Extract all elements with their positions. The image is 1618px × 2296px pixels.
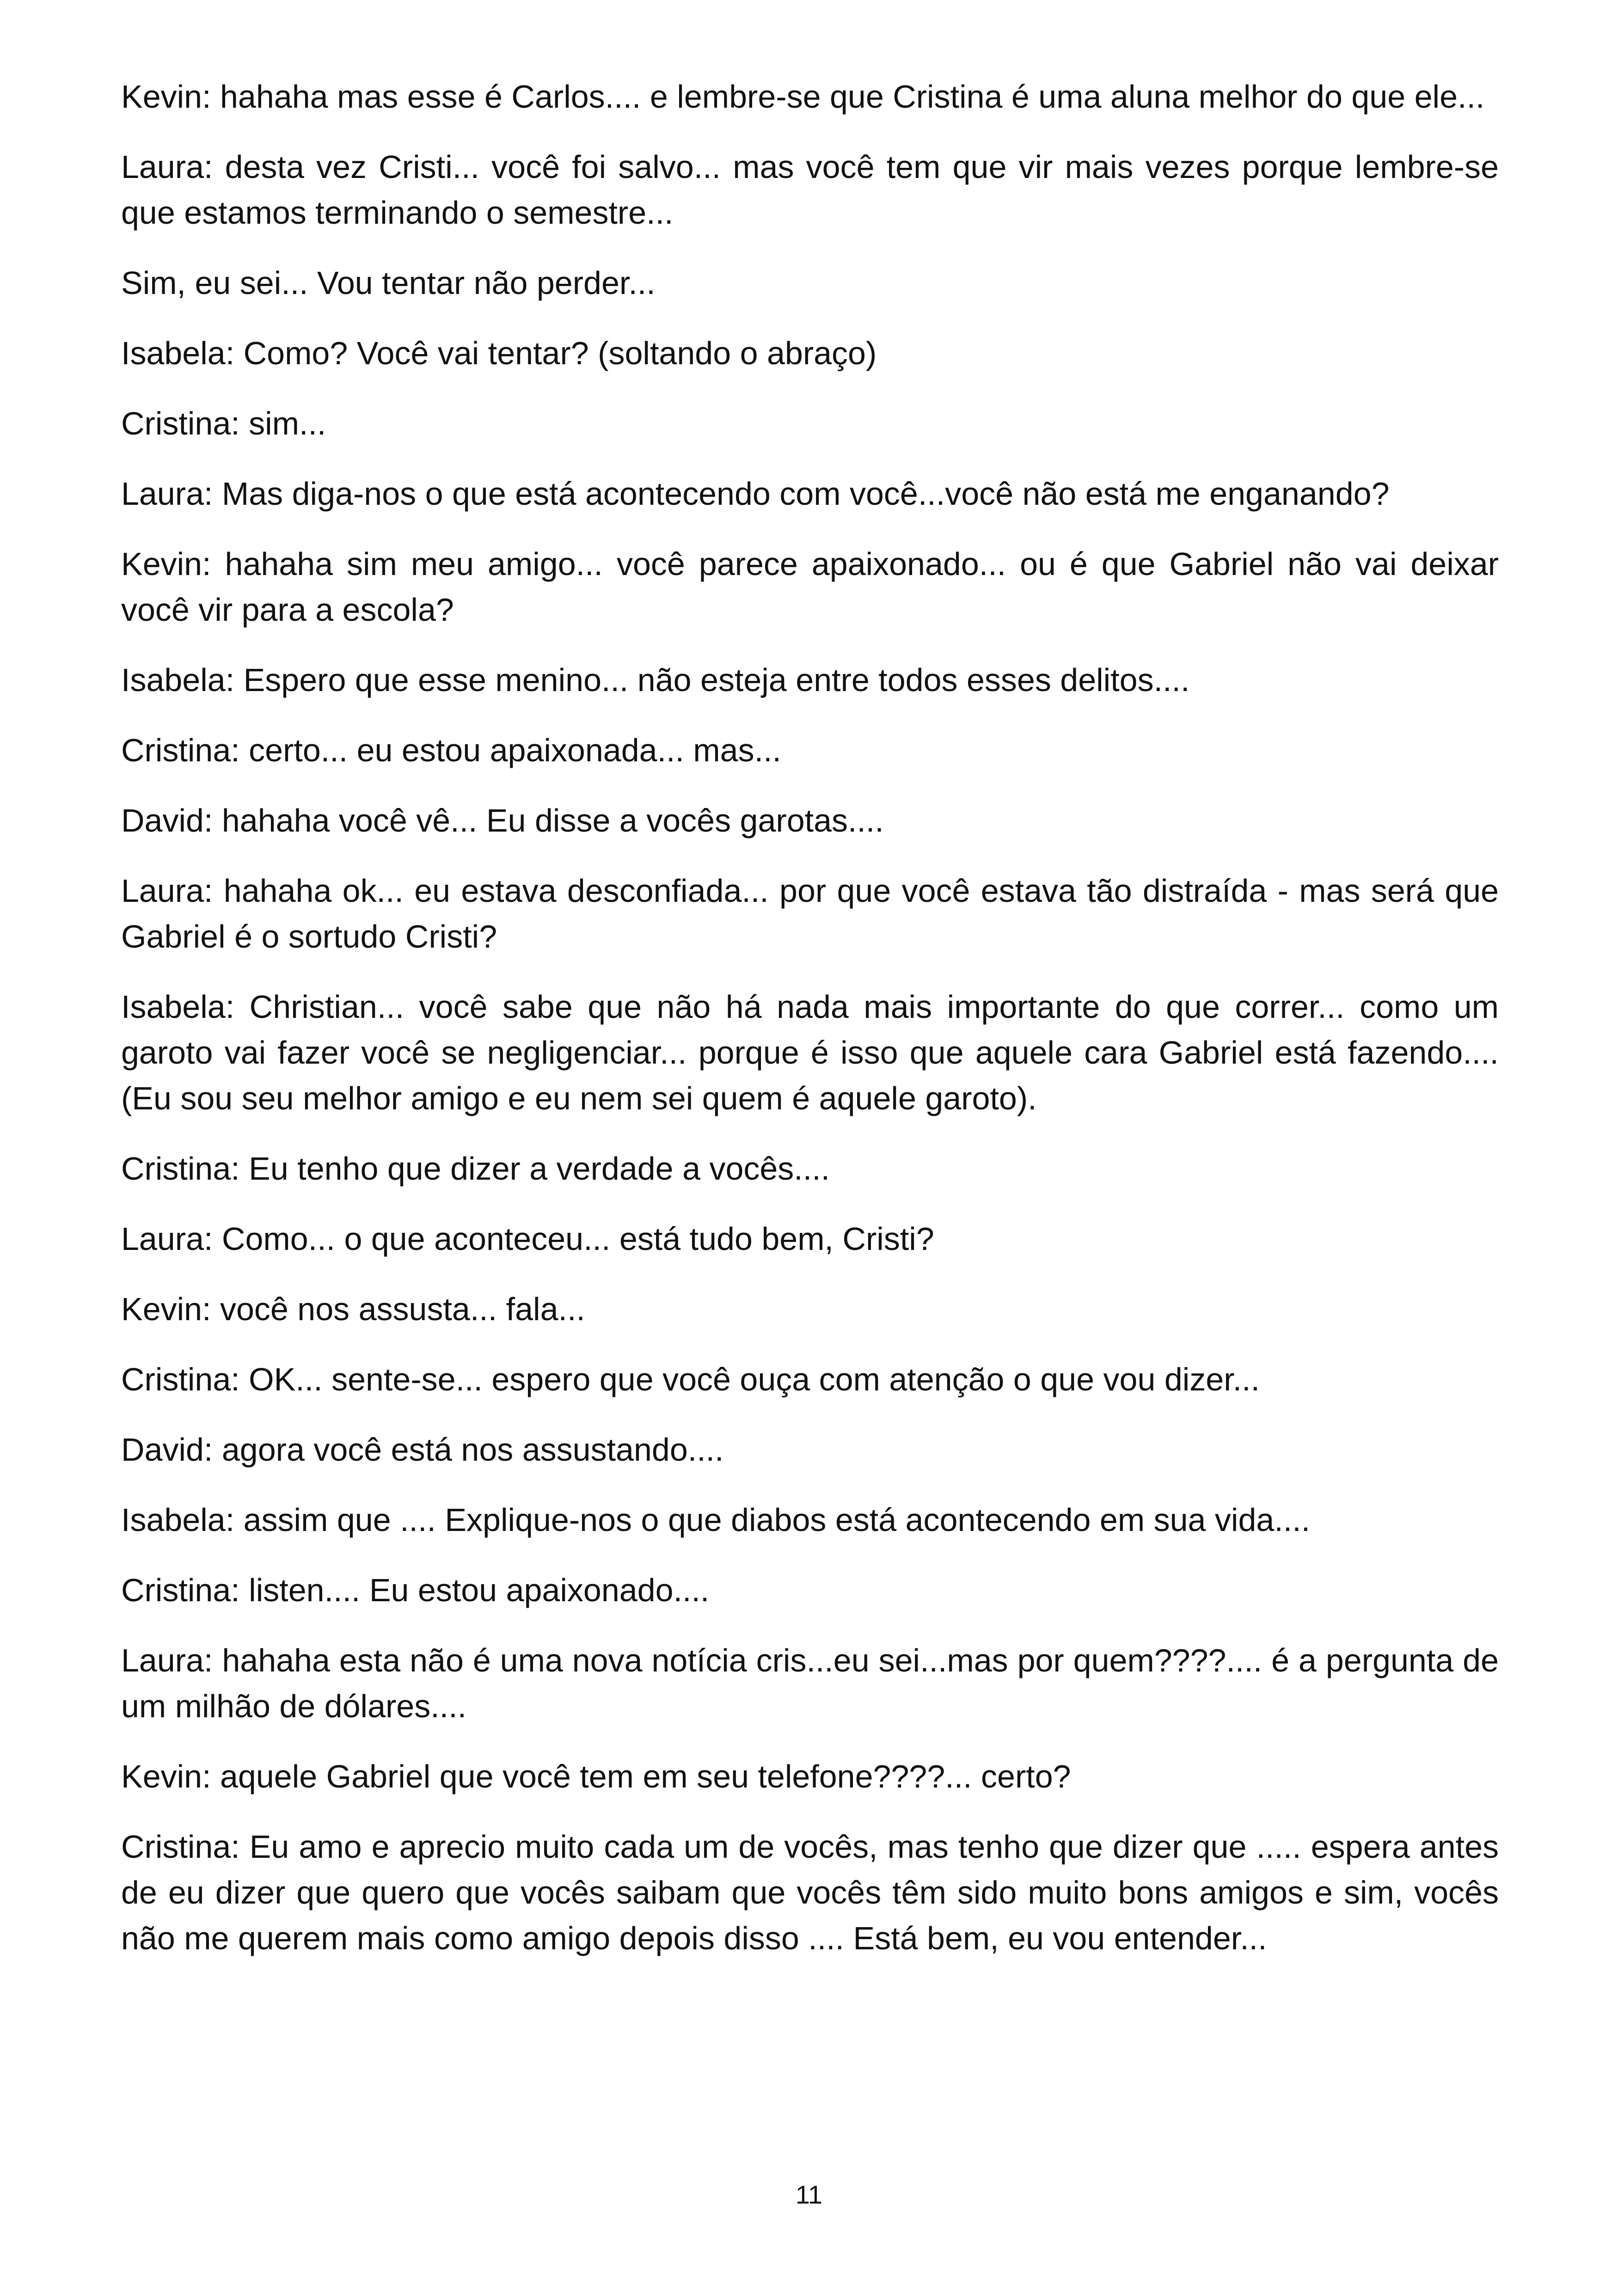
paragraph: Isabela: Christian... você sabe que não há nada mais importante do que correr... como um garoto vai fazer você se negligenciar... porque é isso que aquele cara Gabriel está fazendo.... (Eu sou seu melhor amigo e eu nem sei quem é aquele garoto). xyxy=(121,989,1499,1116)
paragraph: Kevin: hahaha sim meu amigo... você parece apaixonado... ou é que Gabriel não vai deixar você vir para a escola? xyxy=(121,546,1499,628)
paragraph: Laura: hahaha ok... eu estava desconfiada... por que você estava tão distraída - mas será que Gabriel é o sortudo Cristi? xyxy=(121,873,1499,955)
paragraph: Isabela: assim que .... Explique-nos o que diabos está acontecendo em sua vida.... xyxy=(121,1502,1311,1538)
paragraph: David: hahaha você vê... Eu disse a vocês garotas.... xyxy=(121,802,884,839)
paragraph: Cristina: sim... xyxy=(121,405,326,441)
page-number: 11 xyxy=(795,2180,823,2209)
paragraph: Cristina: Eu amo e aprecio muito cada um de vocês, mas tenho que dizer que ..... espera antes de eu dizer que quero que vocês saibam que vocês têm sido muito bons amigos e sim, vocês não me querem mais como amigo depois disso .... Está bem, eu vou entender... xyxy=(121,1829,1499,1956)
paragraph: Cristina: listen.... Eu estou apaixonado.... xyxy=(121,1572,710,1608)
paragraph: David: agora você está nos assustando.... xyxy=(121,1432,724,1468)
paragraph: Kevin: aquele Gabriel que você tem em seu telefone????... certo? xyxy=(121,1758,1071,1794)
paragraph: Laura: Como... o que aconteceu... está tudo bem, Cristi? xyxy=(121,1221,934,1257)
paragraph: Sim, eu sei... Vou tentar não perder... xyxy=(121,265,656,301)
paragraph: Laura: desta vez Cristi... você foi salvo... mas você tem que vir mais vezes porque lembre-se que estamos terminando o semestre... xyxy=(121,149,1499,231)
paragraph: Cristina: certo... eu estou apaixonada... mas... xyxy=(121,732,781,768)
paragraph: Isabela: Espero que esse menino... não esteja entre todos esses delitos.... xyxy=(121,662,1190,698)
paragraph: Kevin: você nos assusta... fala... xyxy=(121,1291,585,1327)
body-text xyxy=(121,74,1499,1986)
paragraph: Cristina: OK... sente-se... espero que você ouça com atenção o que vou dizer... xyxy=(121,1361,1260,1397)
paragraph: Kevin: hahaha mas esse é Carlos.... e lembre-se que Cristina é uma aluna melhor do que ele... xyxy=(121,79,1485,115)
paragraph: Laura: hahaha esta não é uma nova notícia cris...eu sei...mas por quem????.... é a pergunta de um milhão de dólares.... xyxy=(121,1642,1499,1724)
paragraph: Cristina: Eu tenho que dizer a verdade a vocês.... xyxy=(121,1151,830,1187)
paragraph: Laura: Mas diga-nos o que está acontecendo com você...você não está me enganando? xyxy=(121,476,1390,512)
paragraph: Isabela: Como? Você vai tentar? (soltando o abraço) xyxy=(121,335,877,371)
